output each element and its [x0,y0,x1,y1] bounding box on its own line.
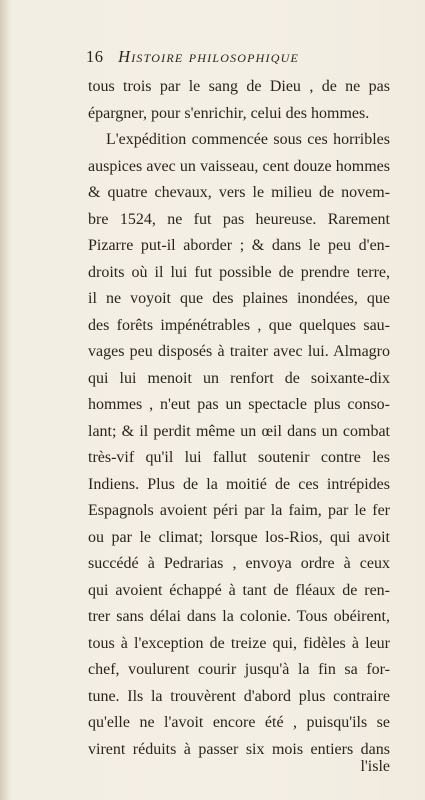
text-line: tous trois par le sang de Dieu , de ne pas [88,78,390,95]
text-line: des forêts impénétrables , que quelques sau- [88,316,390,334]
text-line: lant; & il perdit même un œil dans un combat [88,422,390,440]
text-line: épargner, pour s'enrichir, celui des hommes. [88,104,370,122]
text-line: Indiens. Plus de la moitié de ces intrépides [88,475,390,493]
text-line: & quatre chevaux, vers le milieu de novem- [88,184,390,201]
text-line: Espagnols avoient péri par la faim, par le fer [88,502,390,519]
text-line: il ne voyoit que des plaines inondées, que [88,290,390,307]
text-line: très-vif qu'il lui fallut soutenir contre les [88,449,390,466]
body-text [88,74,390,763]
text-line: bre 1524, ne fut pas heureuse. Rarement [88,210,390,228]
text-line: tous à l'exception de treize qui, fidèles à leur [88,634,390,652]
text-line: Pizarre put-il aborder ; & dans le peu d'en- [88,237,390,254]
catchword: l'isle [360,758,390,775]
text-line: qui avoient échappé à tant de fléaux de ren- [88,581,390,599]
running-header [86,47,386,67]
page-number: 16 [86,47,104,66]
text-line: succédé à Pedrarias , envoya ordre à ceux [88,555,390,572]
text-line: ou par le climat; lorsque los-Rios, qui avoit [88,528,390,546]
text-line: qui lui menoit un renfort de soixante-dix [88,369,390,387]
text-line: virent réduits à passer six mois entiers dans [88,740,390,758]
text-line: qu'elle ne l'avoit encore été , puisqu'ils se [88,714,390,731]
text-line: trer sans délai dans la colonie. Tous obéirent, [88,608,390,625]
text-line: vages peu disposés à traiter avec lui. Almagro [88,343,390,360]
text-line: tune. Ils la trouvèrent d'abord plus contraire [88,687,390,705]
text-line: L'expédition commencée sous ces horribles [106,131,390,148]
text-line: droits où il lui fut possible de prendre terre, [88,263,390,281]
text-line: chef, voulurent courir jusqu'à la fin sa for- [88,661,390,678]
text-line: auspices avec un vaisseau, cent douze hommes [88,157,390,175]
text-line: hommes , n'eut pas un spectacle plus conso- [88,396,390,413]
running-title: Histoire philosophique [118,47,299,66]
